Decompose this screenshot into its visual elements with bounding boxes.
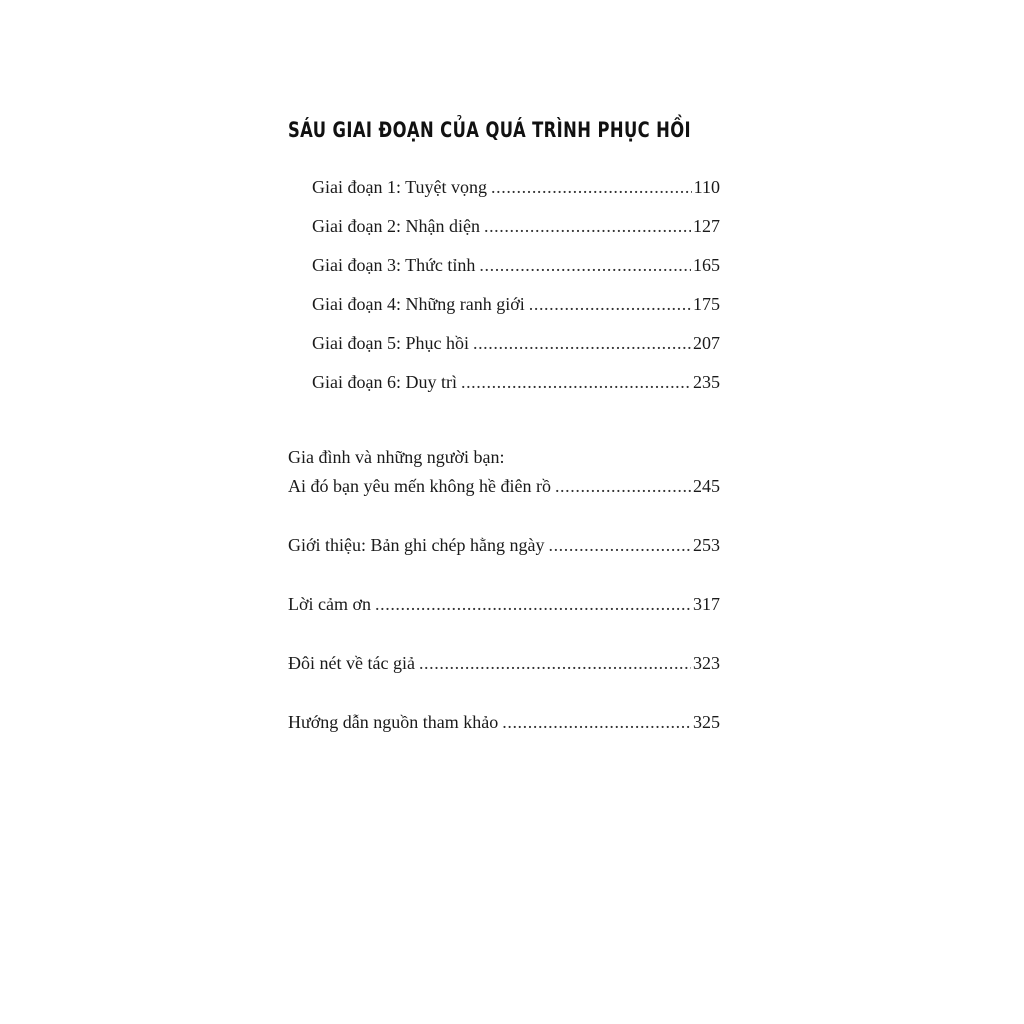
page-number: 235 — [693, 372, 720, 392]
page-number: 245 — [693, 476, 720, 496]
page-number: 127 — [693, 216, 720, 236]
toc-entry-family[interactable] — [288, 443, 720, 501]
page-number: 317 — [693, 594, 720, 614]
dot-leader — [461, 363, 691, 402]
dot-leader — [473, 324, 691, 363]
toc-entry-stage-5[interactable] — [312, 324, 720, 363]
entry-label: Giai đoạn 4: Những ranh giới — [312, 294, 525, 314]
section-title: SÁU GIAI ĐOẠN CỦA QUÁ TRÌNH PHỤC HỒI — [288, 118, 692, 142]
entry-label-line-1: Gia đình và những người bạn: — [288, 447, 505, 467]
toc-entry-intro[interactable] — [288, 531, 720, 560]
entry-label: Giai đoạn 1: Tuyệt vọng — [312, 177, 488, 197]
entry-label: Giới thiệu: Bản ghi chép hằng ngày — [288, 535, 545, 555]
page-number: 323 — [693, 653, 720, 673]
page-number: 207 — [693, 333, 720, 353]
page-number: 165 — [693, 255, 720, 275]
page-number: 175 — [693, 294, 720, 314]
toc-entry-sources[interactable] — [288, 708, 720, 737]
stage-list — [288, 168, 720, 402]
dot-leader — [419, 649, 691, 678]
toc-entry-author[interactable] — [288, 649, 720, 678]
toc-entry-thanks[interactable] — [288, 590, 720, 619]
toc-entry-stage-3[interactable] — [312, 246, 720, 285]
toc-entry-stage-4[interactable] — [312, 285, 720, 324]
table-of-contents — [288, 110, 720, 737]
dot-leader — [484, 207, 691, 246]
page-number: 325 — [693, 712, 720, 732]
page-number: 253 — [693, 535, 720, 555]
toc-entry-stage-2[interactable] — [312, 207, 720, 246]
entry-label: Hướng dẫn nguồn tham khảo — [288, 712, 499, 732]
dot-leader — [375, 590, 691, 619]
entry-label: Giai đoạn 5: Phục hồi — [312, 333, 469, 353]
dot-leader — [548, 531, 691, 560]
toc-entry-stage-6[interactable] — [312, 363, 720, 402]
dot-leader — [502, 708, 691, 737]
entry-label: Đôi nét về tác giả — [288, 653, 415, 673]
dot-leader — [491, 168, 692, 207]
entry-label: Giai đoạn 6: Duy trì — [312, 372, 457, 392]
entry-label: Lời cảm ơn — [288, 594, 372, 614]
entry-label-line-2: Ai đó bạn yêu mến không hề điên rồ — [288, 476, 551, 496]
dot-leader — [479, 246, 691, 285]
toc-entry-stage-1[interactable] — [312, 168, 720, 207]
dot-leader — [555, 472, 691, 501]
entry-label: Giai đoạn 2: Nhận diện — [312, 216, 480, 236]
dot-leader — [529, 285, 691, 324]
page-number: 110 — [693, 177, 720, 197]
entry-label: Giai đoạn 3: Thức tỉnh — [312, 255, 476, 275]
